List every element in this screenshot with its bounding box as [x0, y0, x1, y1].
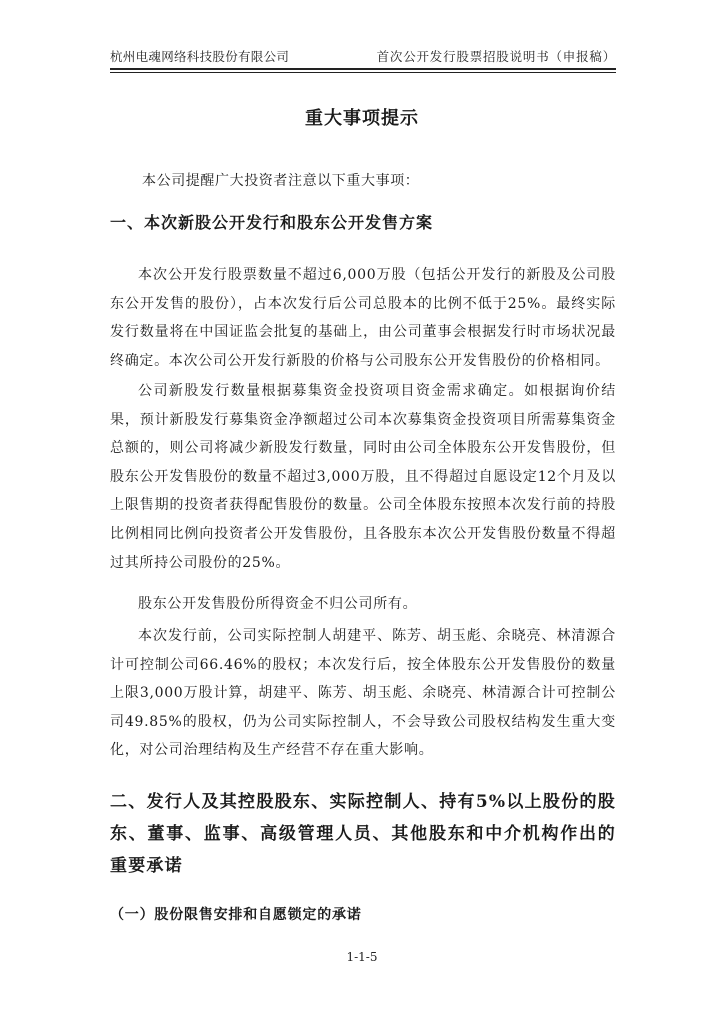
page-number: 1-1-5	[346, 950, 378, 964]
header-document-title: 首次公开发行股票招股说明书（申报稿）	[376, 49, 616, 64]
intro-text: 本公司提醒广大投资者注意以下重大事项：	[142, 173, 420, 189]
page-header	[110, 46, 616, 68]
section-1-paragraph-3: 股东公开发售股份所得资金不归公司所有。	[138, 596, 418, 612]
header-company-name: 杭州电魂网络科技股份有限公司	[110, 49, 290, 64]
section-1-paragraph-2: 公司新股发行数量根据募集资金投资项目资金需求确定。如根据询价结果，预计新股发行募集资金净额超过公司本次募集资金投资项目所需募集资金总额的，则公司将减少新股发行数量，同时由公司全体股东公开发售股份，但股东公开发售股份的数量不超过3,000万股，且不得超过自愿设定12个月及以上限售期的投资者获得配售股份的数量。公司全体股东按照本次发行前的持股比例相同比例向投资者公开发售股份，且各股东本次公开发售股份数量不得超过其所持公司股份的25%。	[110, 383, 616, 571]
section-1-heading: 一、本次新股公开发行和股东公开发售方案	[110, 213, 434, 232]
section-2-subheading: （一）股份限售安排和自愿锁定的承诺	[110, 907, 362, 923]
header-divider	[110, 68, 616, 73]
section-2-heading: 二、发行人及其控股股东、实际控制人、持有5%以上股份的股东、董事、监事、高级管理人员、其他股东和中介机构作出的重要承诺	[110, 792, 616, 876]
section-1-paragraph-4: 本次发行前，公司实际控制人胡建平、陈芳、胡玉彪、余晓亮、林清源合计可控制公司66.46%的股权；本次发行后，按全体股东公开发售股份的数量上限3,000万股计算，胡建平、陈芳、胡玉彪、余晓亮、林清源合计可控制公司49.85%的股权，仍为公司实际控制人，不会导致公司股权结构发生重大变化，对公司治理结构及生产经营不存在重大影响。	[110, 628, 616, 759]
section-1-paragraph-1: 本次公开发行股票数量不超过6,000万股（包括公开发行的新股及公司股东公开发售的股份），占本次发行后公司总股本的比例不低于25%。最终实际发行数量将在中国证监会批复的基础上，由公司董事会根据发行时市场状况最终确定。本次公司公开发行新股的价格与公司股东公开发售股份的价格相同。	[110, 267, 616, 369]
page-title: 重大事项提示	[305, 108, 419, 129]
